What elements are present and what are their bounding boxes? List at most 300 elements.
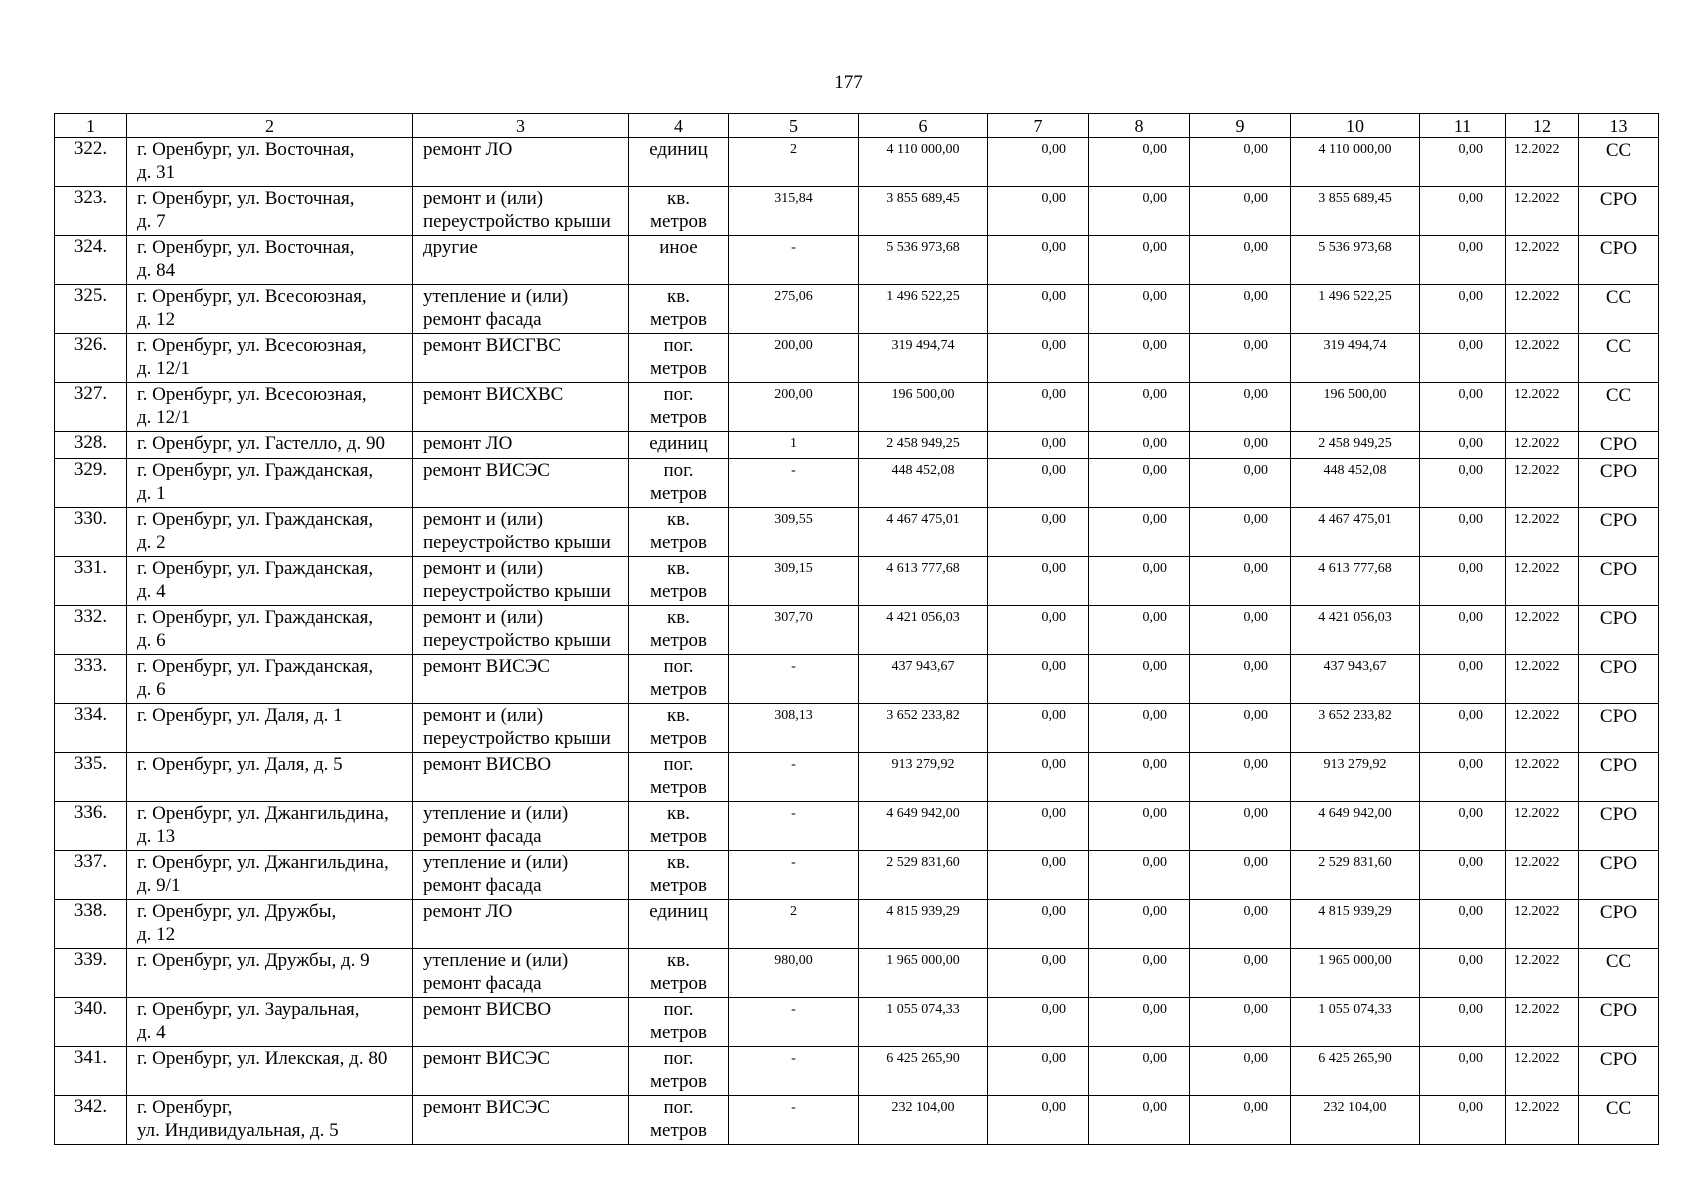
work-type-cell <box>413 459 629 508</box>
total-cost-cell <box>859 606 988 655</box>
table-row <box>55 285 1659 334</box>
cell-text: 437 943,67 <box>1323 659 1387 674</box>
cell-text: г. Оренбург, ул. Всесоюзная, <box>137 384 367 405</box>
row-number-cell <box>55 459 127 508</box>
row-number-cell <box>55 606 127 655</box>
fund-cell <box>1420 383 1506 432</box>
owner-funds-cell <box>1291 236 1420 285</box>
cell-text: 6 425 265,90 <box>1318 1051 1392 1066</box>
cell-text: утепление и (или) <box>423 803 569 824</box>
fund-cell <box>1089 1047 1190 1096</box>
cell-text: 309,15 <box>774 561 813 576</box>
cell-text: 0,00 <box>1458 806 1483 821</box>
cell-text: метров <box>650 358 707 379</box>
row-number-cell <box>55 138 127 187</box>
work-type-cell <box>413 1047 629 1096</box>
volume-cell <box>729 432 859 459</box>
fund-method-cell <box>1579 655 1659 704</box>
owner-funds-cell <box>1291 606 1420 655</box>
address-cell <box>127 655 413 704</box>
unit-cell <box>629 1096 729 1145</box>
cell-text: 0,00 <box>1041 1051 1066 1066</box>
column-header: 11 <box>1420 114 1506 138</box>
work-type-cell <box>413 753 629 802</box>
fund-cell <box>988 606 1089 655</box>
cell-text: 0,00 <box>1041 561 1066 576</box>
cell-text: - <box>791 1002 796 1017</box>
cell-text: 0,00 <box>1458 659 1483 674</box>
fund-cell <box>988 236 1089 285</box>
cell-text: 322. <box>73 138 108 159</box>
cell-text: пог. <box>663 460 694 481</box>
cell-text: 12.2022 <box>1514 512 1560 527</box>
cell-text: 12.2022 <box>1514 610 1560 625</box>
row-number-cell <box>55 236 127 285</box>
cell-text: ремонт и (или) <box>423 558 544 579</box>
column-header: 5 <box>729 114 859 138</box>
completion-date-cell <box>1506 187 1579 236</box>
cell-text: 0,00 <box>1041 855 1066 870</box>
owner-funds-cell <box>1291 508 1420 557</box>
cell-text: г. Оренбург, ул. Джангильдина, <box>137 852 389 873</box>
cell-text: 0,00 <box>1041 1002 1066 1017</box>
cell-text: г. Оренбург, ул. Джангильдина, <box>137 803 389 824</box>
cell-text: г. Оренбург, <box>137 1097 233 1118</box>
cell-text: 0,00 <box>1243 142 1268 157</box>
cell-text: 0,00 <box>1243 757 1268 772</box>
total-cost-cell <box>859 753 988 802</box>
fund-cell <box>1420 655 1506 704</box>
cell-text: 12.2022 <box>1514 855 1560 870</box>
address-cell <box>127 236 413 285</box>
cell-text: 196 500,00 <box>1323 387 1387 402</box>
cell-text: 0,00 <box>1243 463 1268 478</box>
fund-cell <box>988 900 1089 949</box>
cell-text: 307,70 <box>774 610 813 625</box>
cell-text: кв. <box>667 607 690 628</box>
work-type-cell <box>413 704 629 753</box>
row-number-cell <box>55 285 127 334</box>
cell-text: - <box>791 757 796 772</box>
fund-method-cell <box>1579 606 1659 655</box>
cell-text: кв. <box>667 286 690 307</box>
cell-text: 0,00 <box>1458 338 1483 353</box>
fund-cell <box>1420 138 1506 187</box>
fund-cell <box>988 187 1089 236</box>
cell-text: метров <box>650 973 707 994</box>
owner-funds-cell <box>1291 334 1420 383</box>
cell-text: метров <box>650 728 707 749</box>
volume-cell <box>729 236 859 285</box>
work-type-cell <box>413 998 629 1047</box>
cell-text: 4 649 942,00 <box>1318 806 1392 821</box>
owner-funds-cell <box>1291 802 1420 851</box>
cell-text: 0,00 <box>1041 191 1066 206</box>
address-cell <box>127 187 413 236</box>
owner-funds-cell <box>1291 187 1420 236</box>
cell-text: 0,00 <box>1142 1051 1167 1066</box>
cell-text: 4 649 942,00 <box>886 806 960 821</box>
table-row <box>55 557 1659 606</box>
cell-text: ремонт ВИСВО <box>423 999 552 1020</box>
fund-cell <box>988 704 1089 753</box>
cell-text: 323. <box>73 187 108 208</box>
volume-cell <box>729 1047 859 1096</box>
cell-text: г. Оренбург, ул. Зауральная, <box>137 999 360 1020</box>
cell-text: ремонт ЛО <box>423 901 513 922</box>
unit-cell <box>629 236 729 285</box>
cell-text: СРО <box>1599 510 1638 531</box>
total-cost-cell <box>859 1047 988 1096</box>
fund-cell <box>1420 802 1506 851</box>
cell-text: г. Оренбург, ул. Гражданская, <box>137 509 374 530</box>
cell-text: 0,00 <box>1041 338 1066 353</box>
address-cell <box>127 459 413 508</box>
cell-text: ремонт ВИСЭС <box>423 460 550 481</box>
owner-funds-cell <box>1291 138 1420 187</box>
row-number-cell <box>55 187 127 236</box>
cell-text: 4 421 056,03 <box>886 610 960 625</box>
address-cell <box>127 949 413 998</box>
volume-cell <box>729 459 859 508</box>
row-number-cell <box>55 557 127 606</box>
work-type-cell <box>413 900 629 949</box>
cell-text: СРО <box>1599 755 1638 776</box>
completion-date-cell <box>1506 802 1579 851</box>
fund-cell <box>1190 1047 1291 1096</box>
fund-cell <box>988 383 1089 432</box>
fund-cell <box>1089 187 1190 236</box>
total-cost-cell <box>859 334 988 383</box>
total-cost-cell <box>859 802 988 851</box>
cell-text: 0,00 <box>1041 512 1066 527</box>
owner-funds-cell <box>1291 1096 1420 1145</box>
cell-text: 0,00 <box>1041 240 1066 255</box>
cell-text: 6 425 265,90 <box>886 1051 960 1066</box>
column-header: 10 <box>1291 114 1420 138</box>
cell-text: 0,00 <box>1041 463 1066 478</box>
cell-text: 0,00 <box>1458 1051 1483 1066</box>
fund-cell <box>1190 753 1291 802</box>
cell-text: г. Оренбург, ул. Дружбы, <box>137 901 337 922</box>
cell-text: д. 12 <box>137 309 176 330</box>
cell-text: метров <box>650 211 707 232</box>
fund-cell <box>1190 655 1291 704</box>
volume-cell <box>729 753 859 802</box>
cell-text: кв. <box>667 950 690 971</box>
unit-cell <box>629 851 729 900</box>
cell-text: 448 452,08 <box>891 463 955 478</box>
cell-text: д. 9/1 <box>137 875 181 896</box>
cell-text: СРО <box>1599 657 1638 678</box>
table-row <box>55 802 1659 851</box>
work-type-cell <box>413 606 629 655</box>
cell-text: д. 13 <box>137 826 176 847</box>
cell-text: 0,00 <box>1243 289 1268 304</box>
cell-text: г. Оренбург, ул. Всесоюзная, <box>137 335 367 356</box>
cell-text: 0,00 <box>1041 953 1066 968</box>
fund-cell <box>1420 606 1506 655</box>
completion-date-cell <box>1506 138 1579 187</box>
row-number-cell <box>55 949 127 998</box>
cell-text: 980,00 <box>774 953 813 968</box>
completion-date-cell <box>1506 432 1579 459</box>
work-type-cell <box>413 285 629 334</box>
completion-date-cell <box>1506 704 1579 753</box>
cell-text: утепление и (или) <box>423 286 569 307</box>
cell-text: кв. <box>667 509 690 530</box>
cell-text: 0,00 <box>1041 142 1066 157</box>
fund-cell <box>1089 900 1190 949</box>
cell-text: другие <box>423 237 478 258</box>
cell-text: 913 279,92 <box>891 757 955 772</box>
cell-text: 3 855 689,45 <box>886 191 960 206</box>
cell-text: 4 110 000,00 <box>1318 142 1392 157</box>
total-cost-cell <box>859 557 988 606</box>
fund-cell <box>1190 138 1291 187</box>
column-header: 6 <box>859 114 988 138</box>
address-cell <box>127 334 413 383</box>
cell-text: иное <box>659 237 698 258</box>
work-type-cell <box>413 187 629 236</box>
completion-date-cell <box>1506 606 1579 655</box>
cell-text: г. Оренбург, ул. Восточная, <box>137 188 355 209</box>
column-header: 3 <box>413 114 629 138</box>
fund-cell <box>1190 459 1291 508</box>
fund-cell <box>1190 432 1291 459</box>
owner-funds-cell <box>1291 1047 1420 1096</box>
volume-cell <box>729 655 859 704</box>
cell-text: метров <box>650 1071 707 1092</box>
unit-cell <box>629 459 729 508</box>
cell-text: 0,00 <box>1142 708 1167 723</box>
cell-text: 0,00 <box>1142 610 1167 625</box>
cell-text: 0,00 <box>1142 387 1167 402</box>
cell-text: 3 652 233,82 <box>1318 708 1392 723</box>
column-header: 2 <box>127 114 413 138</box>
cell-text: метров <box>650 875 707 896</box>
fund-method-cell <box>1579 900 1659 949</box>
table-row <box>55 138 1659 187</box>
cell-text: 4 467 475,01 <box>1318 512 1392 527</box>
work-type-cell <box>413 508 629 557</box>
completion-date-cell <box>1506 459 1579 508</box>
completion-date-cell <box>1506 236 1579 285</box>
completion-date-cell <box>1506 655 1579 704</box>
unit-cell <box>629 606 729 655</box>
cell-text: 0,00 <box>1243 387 1268 402</box>
total-cost-cell <box>859 236 988 285</box>
cell-text: ремонт ЛО <box>423 139 513 160</box>
fund-cell <box>988 949 1089 998</box>
fund-method-cell <box>1579 753 1659 802</box>
cell-text: 12.2022 <box>1514 757 1560 772</box>
cell-text: 4 467 475,01 <box>886 512 960 527</box>
table-row <box>55 851 1659 900</box>
cell-text: 4 613 777,68 <box>886 561 960 576</box>
table-row <box>55 949 1659 998</box>
table-row <box>55 606 1659 655</box>
fund-method-cell <box>1579 802 1659 851</box>
cell-text: кв. <box>667 705 690 726</box>
work-type-cell <box>413 1096 629 1145</box>
unit-cell <box>629 285 729 334</box>
cell-text: СРО <box>1599 238 1638 259</box>
cell-text: 336. <box>73 802 108 823</box>
cell-text: 12.2022 <box>1514 708 1560 723</box>
volume-cell <box>729 900 859 949</box>
work-type-cell <box>413 557 629 606</box>
cell-text: ремонт фасада <box>423 973 542 994</box>
cell-text: д. 1 <box>137 483 166 504</box>
cell-text: 0,00 <box>1243 561 1268 576</box>
total-cost-cell <box>859 655 988 704</box>
table-row <box>55 998 1659 1047</box>
row-number-cell <box>55 334 127 383</box>
cell-text: 0,00 <box>1458 436 1483 451</box>
work-type-cell <box>413 334 629 383</box>
cell-text: 340. <box>73 998 108 1019</box>
cell-text: 12.2022 <box>1514 338 1560 353</box>
cell-text: 0,00 <box>1243 1051 1268 1066</box>
fund-cell <box>1420 432 1506 459</box>
cell-text: 337. <box>73 851 108 872</box>
cell-text: 0,00 <box>1041 708 1066 723</box>
volume-cell <box>729 1096 859 1145</box>
cell-text: метров <box>650 826 707 847</box>
fund-cell <box>1089 802 1190 851</box>
address-cell <box>127 704 413 753</box>
cell-text: 2 529 831,60 <box>1318 855 1392 870</box>
cell-text: 0,00 <box>1041 757 1066 772</box>
fund-method-cell <box>1579 851 1659 900</box>
fund-cell <box>988 1047 1089 1096</box>
fund-cell <box>1190 851 1291 900</box>
unit-cell <box>629 900 729 949</box>
cell-text: ремонт фасада <box>423 875 542 896</box>
cell-text: 4 815 939,29 <box>1318 904 1392 919</box>
cell-text: д. 12/1 <box>137 407 190 428</box>
cell-text: кв. <box>667 852 690 873</box>
total-cost-cell <box>859 508 988 557</box>
unit-cell <box>629 655 729 704</box>
address-cell <box>127 508 413 557</box>
table-row <box>55 704 1659 753</box>
cell-text: 12.2022 <box>1514 561 1560 576</box>
fund-method-cell <box>1579 1047 1659 1096</box>
fund-cell <box>988 334 1089 383</box>
cell-text: переустройство крыши <box>423 211 611 232</box>
cell-text: 0,00 <box>1041 1100 1066 1115</box>
completion-date-cell <box>1506 557 1579 606</box>
cell-text: 0,00 <box>1142 561 1167 576</box>
cell-text: 0,00 <box>1458 142 1483 157</box>
fund-cell <box>1420 753 1506 802</box>
fund-cell <box>1089 383 1190 432</box>
cell-text: 342. <box>73 1096 108 1117</box>
volume-cell <box>729 557 859 606</box>
cell-text: переустройство крыши <box>423 532 611 553</box>
cell-text: г. Оренбург, ул. Восточная, <box>137 237 355 258</box>
cell-text: пог. <box>663 656 694 677</box>
cell-text: 12.2022 <box>1514 1051 1560 1066</box>
cell-text: СС <box>1605 1098 1632 1119</box>
fund-cell <box>988 851 1089 900</box>
fund-cell <box>1089 1096 1190 1145</box>
cell-text: метров <box>650 483 707 504</box>
table-body <box>55 138 1659 1145</box>
fund-method-cell <box>1579 138 1659 187</box>
cell-text: д. 7 <box>137 211 166 232</box>
cell-text: ремонт и (или) <box>423 188 544 209</box>
cell-text: 12.2022 <box>1514 463 1560 478</box>
cell-text: 12.2022 <box>1514 289 1560 304</box>
cell-text: пог. <box>663 384 694 405</box>
fund-cell <box>1420 285 1506 334</box>
cell-text: 0,00 <box>1458 757 1483 772</box>
cell-text: 0,00 <box>1142 1100 1167 1115</box>
row-number-cell <box>55 1047 127 1096</box>
cell-text: 333. <box>73 655 108 676</box>
volume-cell <box>729 949 859 998</box>
address-cell <box>127 1047 413 1096</box>
cell-text: ремонт ВИСЭС <box>423 1048 550 1069</box>
repair-registry-table <box>54 113 1659 1145</box>
address-cell <box>127 557 413 606</box>
cell-text: 0,00 <box>1041 289 1066 304</box>
cell-text: 12.2022 <box>1514 659 1560 674</box>
fund-cell <box>1190 187 1291 236</box>
row-number-cell <box>55 998 127 1047</box>
cell-text: 12.2022 <box>1514 191 1560 206</box>
cell-text: 334. <box>73 704 108 725</box>
fund-cell <box>1089 334 1190 383</box>
fund-cell <box>1420 557 1506 606</box>
cell-text: 1 055 074,33 <box>1318 1002 1392 1017</box>
cell-text: 0,00 <box>1142 806 1167 821</box>
cell-text: 4 815 939,29 <box>886 904 960 919</box>
cell-text: метров <box>650 407 707 428</box>
address-cell <box>127 998 413 1047</box>
cell-text: ремонт и (или) <box>423 509 544 530</box>
fund-cell <box>1190 900 1291 949</box>
cell-text: СРО <box>1599 902 1638 923</box>
address-cell <box>127 383 413 432</box>
cell-text: 0,00 <box>1243 855 1268 870</box>
cell-text: 0,00 <box>1041 904 1066 919</box>
completion-date-cell <box>1506 851 1579 900</box>
work-type-cell <box>413 432 629 459</box>
cell-text: 0,00 <box>1142 463 1167 478</box>
cell-text: 0,00 <box>1142 289 1167 304</box>
address-cell <box>127 606 413 655</box>
fund-cell <box>1420 900 1506 949</box>
fund-cell <box>988 285 1089 334</box>
total-cost-cell <box>859 949 988 998</box>
cell-text: 328. <box>73 432 108 453</box>
owner-funds-cell <box>1291 704 1420 753</box>
cell-text: 331. <box>73 557 108 578</box>
cell-text: 0,00 <box>1243 659 1268 674</box>
cell-text: 1 <box>790 436 797 451</box>
cell-text: д. 4 <box>137 581 166 602</box>
cell-text: метров <box>650 1120 707 1141</box>
cell-text: 2 <box>790 142 797 157</box>
cell-text: 12.2022 <box>1514 436 1560 451</box>
owner-funds-cell <box>1291 998 1420 1047</box>
volume-cell <box>729 851 859 900</box>
fund-cell <box>1190 236 1291 285</box>
